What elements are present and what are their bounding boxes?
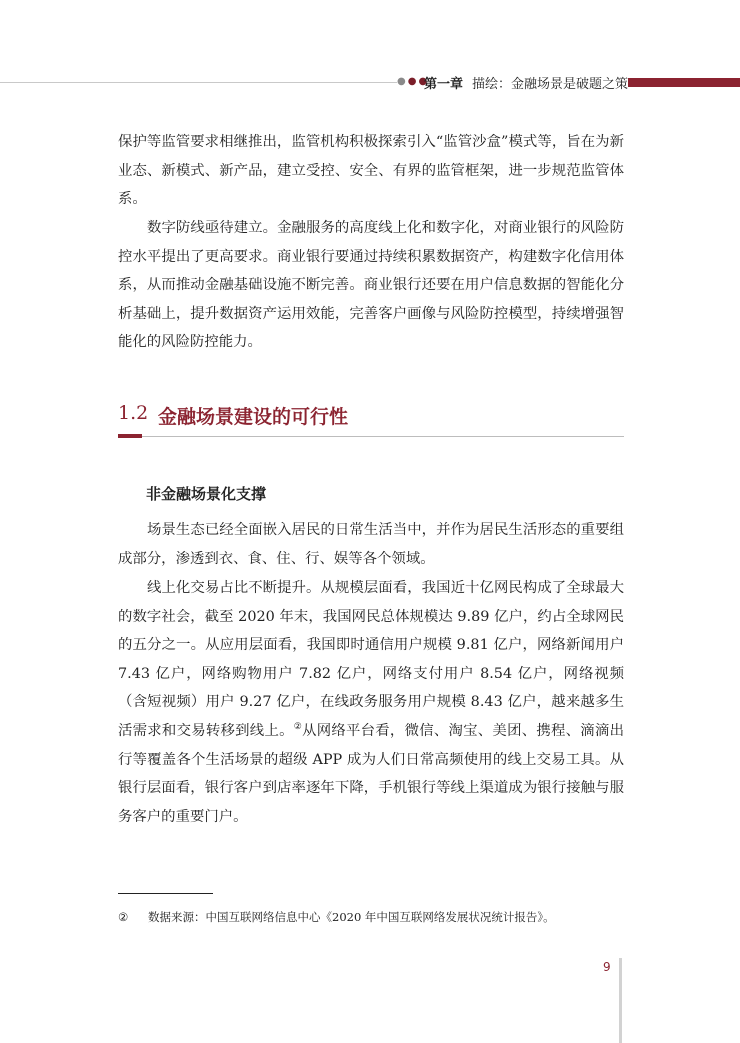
section-heading — [118, 402, 624, 432]
section-number: 1.2 — [118, 402, 149, 424]
footnote-text: 数据来源：中国互联网络信息中心《2020 年中国互联网络发展状况统计报告》。 — [148, 910, 555, 924]
section-rule — [118, 436, 624, 437]
page-edge-bar — [619, 958, 622, 1043]
page-number: 9 — [603, 960, 611, 974]
footnote-reference[interactable]: ② — [293, 722, 303, 733]
paragraph-online-transactions — [118, 574, 624, 831]
subheading: 非金融场景化支撑 — [146, 485, 267, 503]
footnote — [118, 909, 624, 925]
footnote-mark: ② — [118, 910, 129, 924]
footnote-rule — [118, 893, 213, 894]
running-header — [0, 72, 740, 94]
paragraph-regulation: 保护等监管要求相继推出，监管机构积极探索引入“监管沙盒”模式等，旨在为新业态、新模式、新产品，建立受控、安全、有界的监管框架，进一步规范监管体系。 — [118, 134, 624, 208]
section-title: 金融场景建设的可行性 — [158, 406, 349, 428]
header-dots-decoration: ●●● — [397, 76, 430, 87]
header-rule — [0, 82, 397, 83]
paragraph-online-text-2: 从网络平台看，微信、淘宝、美团、携程、滴滴出行等覆盖各个生活场景的超级 APP 成为人们日常高频使用的线上交易工具。从银行层面看，银行客户到店率逐年下降，手机银行等线上渠道成为银行接触与服务客户的重要门户。 — [118, 722, 624, 825]
section-rule-accent — [118, 434, 142, 438]
paragraph-online-text-1: 线上化交易占比不断提升。从规模层面看，我国近十亿网民构成了全球最大的数字社会，截至 2020 年末，我国网民总体规模达 9.89 亿户，约占全球网民的五分之一。从应用层面看，我国即时通信用户规模 9.81 亿户，网络新闻用户 7.43 亿户，网络购物用户 7.82 亿户，网络支付用户 8.54 亿户，网络视频（含短视频）用户 9.27 亿户，在线政务服务用户规模 8.43 亿户，越来越多生活需求和交易转移到线上。 — [118, 580, 624, 739]
paragraph-scene-ecosystem: 场景生态已经全面嵌入居民的日常生活当中，并作为居民生活形态的重要组成部分，渗透到衣、食、住、行、娱等各个领域。 — [118, 522, 624, 567]
paragraph-digital-defense: 数字防线亟待建立。金融服务的高度线上化和数字化，对商业银行的风险防控水平提出了更高要求。商业银行要通过持续积累数据资产，构建数字化信用体系，从而推动金融基础设施不断完善。商业银行还要在用户信息数据的智能化分析基础上，提升数据资产运用效能，完善客户画像与风险防控模型，持续增强智能化的风险防控能力。 — [118, 220, 624, 351]
header-accent-bar — [628, 78, 740, 87]
header-chapter: 第一章 — [424, 77, 464, 92]
header-chapter-title: 描绘：金融场景是破题之策 — [472, 77, 629, 92]
